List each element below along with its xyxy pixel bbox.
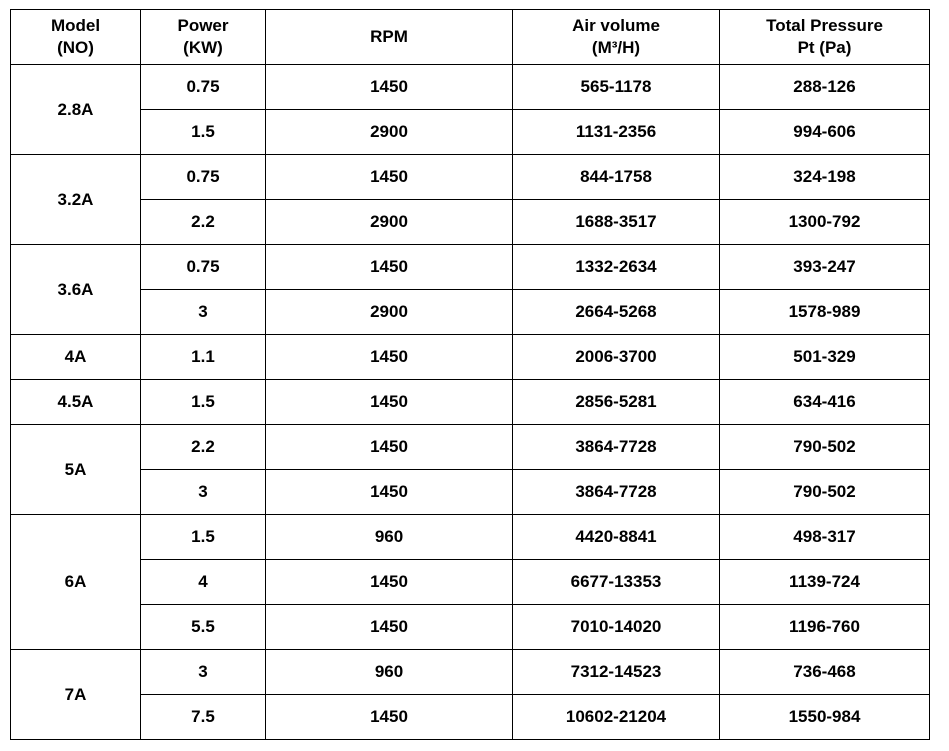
header-air-volume-line: Air volume — [572, 16, 660, 35]
rpm-cell: 1450 — [266, 380, 513, 425]
model-cell: 3.6A — [11, 245, 141, 335]
power-cell: 2.2 — [141, 425, 266, 470]
total-pressure-cell: 1550-984 — [720, 695, 930, 740]
air-volume-cell: 7010-14020 — [513, 605, 720, 650]
model-cell: 3.2A — [11, 155, 141, 245]
table-row — [11, 425, 930, 470]
power-cell: 2.2 — [141, 200, 266, 245]
header-power — [141, 10, 266, 65]
rpm-cell: 1450 — [266, 470, 513, 515]
header-total-pressure-line: Pt (Pa) — [797, 38, 852, 57]
table-row — [11, 200, 930, 245]
model-cell: 2.8A — [11, 65, 141, 155]
total-pressure-cell: 498-317 — [720, 515, 930, 560]
rpm-cell: 2900 — [266, 200, 513, 245]
header-total-pressure — [720, 10, 930, 65]
power-cell: 0.75 — [141, 65, 266, 110]
rpm-cell: 1450 — [266, 155, 513, 200]
header-model-line: Model — [50, 16, 101, 35]
table-row — [11, 245, 930, 290]
rpm-cell: 2900 — [266, 110, 513, 155]
rpm-cell: 1450 — [266, 560, 513, 605]
table-body — [11, 65, 930, 740]
air-volume-cell: 565-1178 — [513, 65, 720, 110]
power-cell: 7.5 — [141, 695, 266, 740]
power-cell: 1.1 — [141, 335, 266, 380]
header-total-pressure-line: Total Pressure — [766, 16, 883, 35]
header-row — [11, 10, 930, 65]
air-volume-cell: 7312-14523 — [513, 650, 720, 695]
air-volume-cell: 3864-7728 — [513, 425, 720, 470]
total-pressure-cell: 1196-760 — [720, 605, 930, 650]
total-pressure-cell: 790-502 — [720, 425, 930, 470]
power-cell: 1.5 — [141, 110, 266, 155]
power-cell: 3 — [141, 650, 266, 695]
model-cell: 7A — [11, 650, 141, 740]
rpm-cell: 1450 — [266, 65, 513, 110]
rpm-cell: 2900 — [266, 290, 513, 335]
model-cell: 4.5A — [11, 380, 141, 425]
rpm-cell: 960 — [266, 650, 513, 695]
air-volume-cell: 2006-3700 — [513, 335, 720, 380]
header-rpm-line: RPM — [370, 27, 408, 46]
power-cell: 0.75 — [141, 245, 266, 290]
air-volume-cell: 1688-3517 — [513, 200, 720, 245]
model-cell: 5A — [11, 425, 141, 515]
air-volume-cell: 1332-2634 — [513, 245, 720, 290]
power-cell: 0.75 — [141, 155, 266, 200]
air-volume-cell: 4420-8841 — [513, 515, 720, 560]
air-volume-cell: 2664-5268 — [513, 290, 720, 335]
rpm-cell: 1450 — [266, 425, 513, 470]
total-pressure-cell: 501-329 — [720, 335, 930, 380]
table-row — [11, 605, 930, 650]
power-cell: 1.5 — [141, 380, 266, 425]
header-model-line: (NO) — [57, 38, 94, 57]
table-row — [11, 560, 930, 605]
model-cell: 4A — [11, 335, 141, 380]
total-pressure-cell: 634-416 — [720, 380, 930, 425]
air-volume-cell: 1131-2356 — [513, 110, 720, 155]
air-volume-cell: 10602-21204 — [513, 695, 720, 740]
table-header — [11, 10, 930, 65]
total-pressure-cell: 288-126 — [720, 65, 930, 110]
air-volume-cell: 2856-5281 — [513, 380, 720, 425]
total-pressure-cell: 1300-792 — [720, 200, 930, 245]
table-row — [11, 110, 930, 155]
power-cell: 3 — [141, 470, 266, 515]
air-volume-cell: 844-1758 — [513, 155, 720, 200]
header-air-volume-line: (M³/H) — [591, 38, 641, 57]
table-row — [11, 650, 930, 695]
header-power-line: (KW) — [183, 38, 223, 57]
air-volume-cell: 6677-13353 — [513, 560, 720, 605]
header-power-line: Power — [177, 16, 229, 35]
table-row — [11, 290, 930, 335]
total-pressure-cell: 736-468 — [720, 650, 930, 695]
rpm-cell: 960 — [266, 515, 513, 560]
power-cell: 1.5 — [141, 515, 266, 560]
rpm-cell: 1450 — [266, 695, 513, 740]
total-pressure-cell: 994-606 — [720, 110, 930, 155]
table-row — [11, 155, 930, 200]
table-row — [11, 695, 930, 740]
total-pressure-cell: 790-502 — [720, 470, 930, 515]
fan-spec-table — [10, 9, 930, 740]
power-cell: 3 — [141, 290, 266, 335]
power-cell: 5.5 — [141, 605, 266, 650]
rpm-cell: 1450 — [266, 605, 513, 650]
table-row — [11, 380, 930, 425]
total-pressure-cell: 1139-724 — [720, 560, 930, 605]
table-row — [11, 65, 930, 110]
header-air-volume — [513, 10, 720, 65]
header-rpm — [266, 10, 513, 65]
total-pressure-cell: 1578-989 — [720, 290, 930, 335]
power-cell: 4 — [141, 560, 266, 605]
air-volume-cell: 3864-7728 — [513, 470, 720, 515]
rpm-cell: 1450 — [266, 245, 513, 290]
rpm-cell: 1450 — [266, 335, 513, 380]
header-model — [11, 10, 141, 65]
table-row — [11, 335, 930, 380]
table-row — [11, 515, 930, 560]
total-pressure-cell: 393-247 — [720, 245, 930, 290]
model-cell: 6A — [11, 515, 141, 650]
table-row — [11, 470, 930, 515]
total-pressure-cell: 324-198 — [720, 155, 930, 200]
